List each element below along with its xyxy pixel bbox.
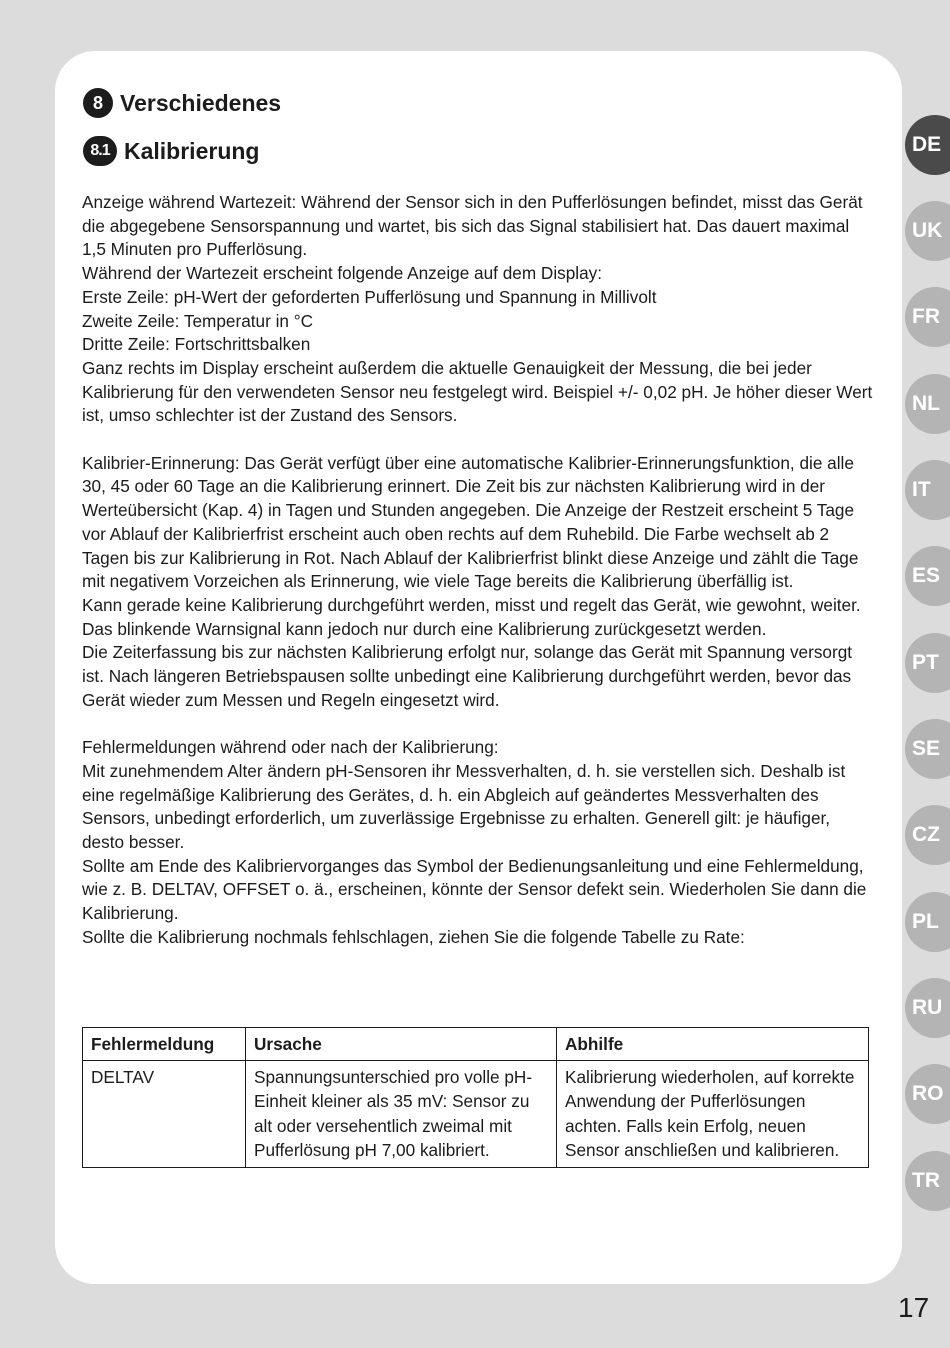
subsection-number-badge: 8.1	[83, 136, 117, 166]
language-tab-nl[interactable]: NL	[905, 374, 950, 434]
text-line: Während der Wartezeit erscheint folgende Anzeige auf dem Display:	[82, 263, 603, 284]
table-header-row	[83, 1028, 869, 1061]
text-line: Anzeige während Wartezeit: Während der Sensor sich in den Pufferlösungen befindet, misst das Gerät die abgegebene Sensorspannung und wartet, bis sich das Signal stabilisiert hat. Das dauert maximal 1,5 Minuten pro Pufferlösung.	[82, 192, 863, 260]
text-line: Erste Zeile: pH-Wert der geforderten Pufferlösung und Spannung in Millivolt	[82, 286, 657, 307]
language-tab-it[interactable]: IT	[905, 460, 950, 520]
language-tab-de[interactable]: DE	[905, 115, 950, 175]
paragraph-waiting-display	[82, 191, 874, 428]
language-tab-pt[interactable]: PT	[905, 633, 950, 693]
paragraph-error-messages	[82, 736, 874, 949]
table-row	[83, 1060, 869, 1167]
text-line: Zweite Zeile: Temperatur in °C	[82, 310, 314, 331]
section-title: Verschiedenes	[120, 89, 282, 116]
language-tab-cz[interactable]: CZ	[905, 805, 950, 865]
text-line: Sollte am Ende des Kalibriervorganges das Symbol der Bedienungsanleitung und eine Fehlermeldung, wie z. B. DELTAV, OFFSET o. ä., erscheinen, könnte der Sensor defekt sein. Wiederholen Sie dann die Kalibrierung.	[82, 855, 867, 924]
paragraph-calibration-reminder	[82, 452, 874, 713]
language-tab-ru[interactable]: RU	[905, 978, 950, 1038]
table-cell: DELTAV	[83, 1060, 246, 1167]
page-number: 17	[898, 1292, 930, 1323]
table-cell: Spannungsunterschied pro volle pH-Einheit kleiner als 35 mV: Sensor zu alt oder versehentlich zweimal mit Pufferlösung pH 7,00 kalibriert.	[246, 1060, 557, 1167]
text-line: Ganz rechts im Display erscheint außerdem die aktuelle Genauigkeit der Messung, die bei jeder Kalibrierung für den verwendeten Sensor neu festgelegt wird. Beispiel +/- 0,02 pH. Je höher dieser Wert ist, umso schlechter ist der Zustand des Sensors.	[82, 357, 873, 426]
language-tab-uk[interactable]: UK	[905, 201, 950, 261]
text-line: Kann gerade keine Kalibrierung durchgeführt werden, misst und regelt das Gerät, wie gewohnt, weiter. Das blinkende Warnsignal kann jedoch nur durch eine Kalibrierung zurückgesetzt werden.	[82, 594, 861, 639]
text-line: Sollte die Kalibrierung nochmals fehlschlagen, ziehen Sie die folgende Tabelle zu Rate:	[82, 926, 745, 947]
subsection-heading	[83, 136, 259, 166]
language-tab-ro[interactable]: RO	[905, 1064, 950, 1124]
table-header-cell: Abhilfe	[557, 1028, 869, 1061]
language-tab-es[interactable]: ES	[905, 546, 950, 606]
text-line: Fehlermeldungen während oder nach der Kalibrierung:	[82, 737, 499, 758]
section-heading	[83, 88, 281, 118]
text-line: Kalibrier-Erinnerung: Das Gerät verfügt über eine automatische Kalibrier-Erinnerungsfunktion, die alle 30, 45 oder 60 Tage an die Kalibrierung erinnert. Die Zeit bis zur nächsten Kalibrierung wird in der Werteübersicht (Kap. 4) in Tagen und Stunden angegeben. Die Anzeige der Restzeit erscheint 5 Tage vor Ablauf der Kalibrierfrist erscheint auch oben rechts auf dem Ruhebild. Die Farbe wechselt ab 2 Tagen bis zur Kalibrierung in Rot. Nach Ablauf der Kalibrierfrist blinkt diese Anzeige und zählt die Tage mit negativem Vorzeichen als Erinnerung, wie viele Tage bereits die Kalibrierung überfällig ist.	[82, 452, 859, 592]
table-header-cell: Ursache	[246, 1028, 557, 1061]
table-header-cell: Fehlermeldung	[83, 1028, 246, 1061]
text-line: Mit zunehmendem Alter ändern pH-Sensoren ihr Messverhalten, d. h. sie verstellen sich. Deshalb ist eine regelmäßige Kalibrierung des Gerätes, d. h. ein Abgleich auf geändertes Messverhalten des Sensors, unbedingt erforderlich, um zuverlässige Ergebnisse zu erhalten. Generell gilt: je häufiger, desto besser.	[82, 760, 846, 852]
text-line: Dritte Zeile: Fortschrittsbalken	[82, 334, 311, 355]
body-text	[82, 191, 874, 949]
subsection-title: Kalibrierung	[124, 137, 260, 164]
language-tab-se[interactable]: SE	[905, 719, 950, 779]
language-tab-fr[interactable]: FR	[905, 287, 950, 347]
section-number-badge: 8	[83, 88, 113, 118]
language-tab-tr[interactable]: TR	[905, 1151, 950, 1211]
text-line: Die Zeiterfassung bis zur nächsten Kalibrierung erfolgt nur, solange das Gerät mit Spannung versorgt ist. Nach längeren Betriebspausen sollte unbedingt eine Kalibrierung durchgeführt werden, bevor das Gerät wieder zum Messen und Regeln eingesetzt wird.	[82, 642, 853, 710]
table-cell: Kalibrierung wiederholen, auf korrekte Anwendung der Pufferlösungen achten. Falls kein Erfolg, neuen Sensor anschließen und kalibrieren.	[557, 1060, 869, 1167]
language-tab-pl[interactable]: PL	[905, 892, 950, 952]
error-table	[82, 1027, 869, 1168]
